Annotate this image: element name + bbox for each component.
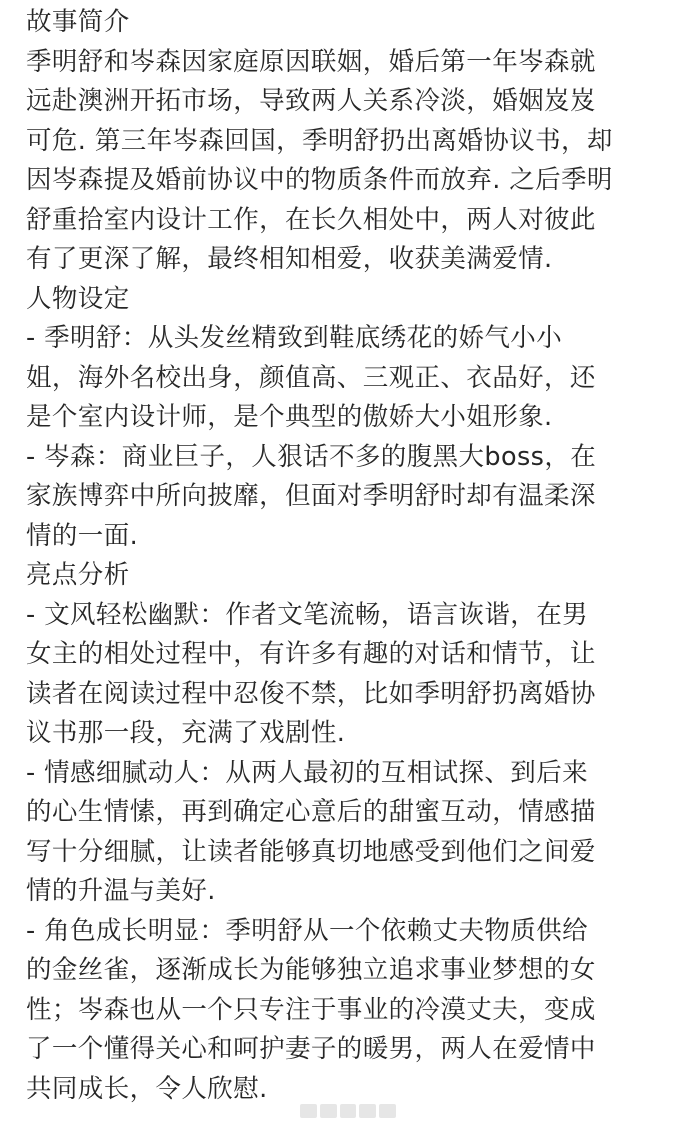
paragraph-line: 姐，海外名校出身，颜值高、三观正、衣品好，还 [26,362,596,393]
paragraph-line: 家族博弈中所向披靡，但面对季明舒时却有温柔深 [26,481,596,511]
section-highlights [26,556,666,1109]
section-story-intro [26,3,666,280]
document-body [26,3,666,1109]
paragraph-line: 读者在阅读过程中忍俊不禁，比如季明舒扔离婚协 [26,678,596,709]
paragraph-line: 议书那一段，充满了戏剧性. [26,718,346,748]
section-heading: 人物设定 [26,283,130,314]
paragraph-line: 共同成长，令人欣慰. [26,1073,268,1104]
paragraph-line: - 情感细腻动人：从两人最初的互相试探、到后来 [26,757,589,788]
paragraph-line: 女主的相处过程中，有许多有趣的对话和情节，让 [26,639,596,669]
paragraph-line: 因岑森提及婚前协议中的物质条件而放弃. 之后季明 [26,165,613,195]
watermark-block [300,1104,317,1118]
paragraph-line: - 文风轻松幽默：作者文笔流畅，语言诙谐，在男 [26,599,589,630]
watermark [300,1104,396,1118]
paragraph-line: - 角色成长明显：季明舒从一个依赖丈夫物质供给 [26,915,589,946]
paragraph-line: - 季明舒：从头发丝精致到鞋底绣花的娇气小小 [26,323,563,353]
paragraph-line: 有了更深了解，最终相知相爱，收获美满爱情. [26,244,553,274]
paragraph-line: 可危. 第三年岑森回国，季明舒扔出离婚协议书，却 [26,125,613,156]
section-characters [26,280,666,557]
watermark-block [320,1104,337,1118]
paragraph-line: 远赴澳洲开拓市场，导致两人关系冷淡，婚姻岌岌 [26,86,596,116]
section-heading: 故事简介 [26,7,130,37]
paragraph-line: 的金丝雀，逐渐成长为能够独立追求事业梦想的女 [26,955,596,985]
paragraph-line: 舒重拾室内设计工作，在长久相处中，两人对彼此 [26,204,596,235]
paragraph-line: 了一个懂得关心和呵护妻子的暖男，两人在爱情中 [26,1034,596,1064]
watermark-block [359,1104,376,1118]
paragraph-line: 情的一面. [26,520,139,551]
paragraph-line: - 岑森：商业巨子，人狠话不多的腹黑大boss，在 [26,441,597,472]
paragraph-line: 写十分细腻，让读者能够真切地感受到他们之间爱 [26,836,596,867]
paragraph-line: 的心生情愫，再到确定心意后的甜蜜互动，情感描 [26,797,596,827]
watermark-block [340,1104,357,1118]
paragraph-line: 是个室内设计师，是个典型的傲娇大小姐形象. [26,402,553,432]
section-heading: 亮点分析 [26,560,130,590]
watermark-block [379,1104,396,1118]
paragraph-line: 季明舒和岑森因家庭原因联姻，婚后第一年岑森就 [26,46,596,77]
paragraph-line: 情的升温与美好. [26,876,216,906]
paragraph-line: 性；岑森也从一个只专注于事业的冷漠丈夫，变成 [26,994,596,1025]
